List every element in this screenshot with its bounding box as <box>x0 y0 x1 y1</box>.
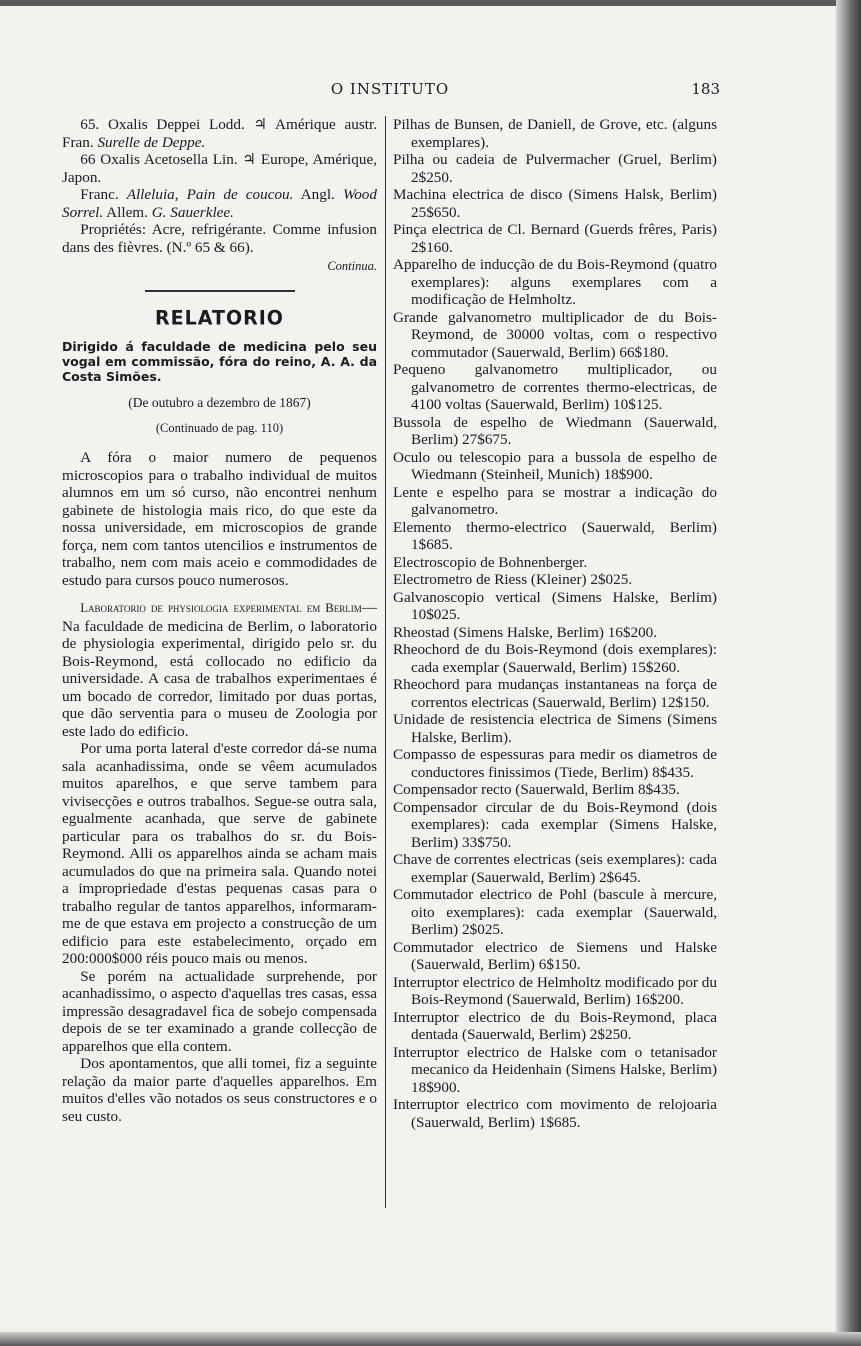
apparatus-item: Interruptor electrico com movimento de relojoaria (Sauerwald, Berlim) 1$685. <box>393 1096 717 1131</box>
entry-65-text: 65. Oxalis Deppei Lodd. ♃ Amérique austr. Fran. <box>62 116 377 151</box>
running-header <box>60 80 720 102</box>
apparatus-item: Pequeno galvanometro multiplicador, ou galvanometro de correntes thermo-electricas, de 4100 voltas (Sauerwald, Berlim) 10$125. <box>393 361 717 413</box>
entry-65 <box>62 116 377 151</box>
apparatus-item: Pinça electrica de Cl. Bernard (Guerds frêres, Paris) 2$160. <box>393 221 717 256</box>
apparatus-item: Chave de correntes electricas (seis exemplares): cada exemplar (Sauerwald, Berlim) 2$645. <box>393 851 717 886</box>
scan-edge-right <box>836 0 861 1346</box>
apparatus-item: Interruptor electrico de Halske com o tetanisador mecanico da Heidenhain (Simens Halske, Berlim) 18$900. <box>393 1043 717 1096</box>
paragraph-2-text: —Na faculdade de medicina de Berlim, o laboratorio de physiologia experimental, dirigido pelo sr. du Bois-Reymond, está collocado no edificio da universidade. A casa de trabalhos experimentaes é um bocado de corredor, limitado por duas portas, que dão serventia para o museu de Zoologia por este lado do edificio. <box>62 599 377 740</box>
apparatus-item: Bussola de espelho de Wiedmann (Sauerwald, Berlim) 27$675. <box>393 413 717 448</box>
paragraph-5: Dos apontamentos, que alli tomei, fiz a seguinte relação da maior parte d'aquelles apparelhos. Em muitos d'elles vão notados os seus constructores e o seu custo. <box>62 1055 377 1125</box>
properties: Propriétés: Acre, refrigérante. Comme infusion dans des fièvres. (N.º 65 & 66). <box>62 221 377 256</box>
entry-65-french-name: Surelle de Deppe. <box>97 133 206 151</box>
relatorio-subtitle: Dirigido á faculdade de medicina pelo seu vogal em commissão, fóra do reino, A. A. da Costa Simões. <box>62 339 377 384</box>
apparatus-item: Electroscopio de Bohnenberger. <box>393 553 588 571</box>
scan-edge-bottom <box>0 1332 861 1346</box>
paragraph-gap <box>62 589 377 599</box>
apparatus-item: Apparelho de inducção de du Bois-Reymond (quatro exemplares): alguns exemplares com a modificação de Helmholtz. <box>393 256 717 308</box>
apparatus-item: Compensador recto (Sauerwald, Berlim 8$435. <box>393 781 680 798</box>
apparatus-item: Grande galvanometro multiplicador de du Bois-Reymond, de 30000 voltas, com o respectivo commutador (Sauerwald, Berlim) 66$180. <box>393 308 717 361</box>
apparatus-item: Rheochord de du Bois-Reymond (dois exemplares): cada exemplar (Sauerwald, Berlim) 15$260. <box>393 641 717 676</box>
lab-heading: Laboratorio de physiologia experimental em Berlim <box>80 601 362 615</box>
continua-note: Continua. <box>327 259 377 273</box>
common-names-de-label: Allem. <box>103 203 152 221</box>
apparatus-item: Electrometro de Riess (Kleiner) 2$025. <box>393 571 633 588</box>
common-names-en: Wood Sorrel. <box>62 186 377 221</box>
apparatus-item: Compasso de espessuras para medir os diametros de conductores finissimos (Tiede, Berlim) 8$435. <box>393 746 717 781</box>
entry-66: 66 Oxalis Acetosella Lin. ♃ Europe, Amérique, Japon. <box>62 151 377 186</box>
apparatus-item: Rheostad (Simens Halske, Berlim) 16$200. <box>393 623 658 641</box>
apparatus-item: Rheochord para mudanças instantaneas na força de correntos electricas (Sauerwald, Berlim) 12$150. <box>393 676 717 711</box>
section-rule <box>145 290 295 292</box>
apparatus-item: Commutador electrico de Siemens und Halske (Sauerwald, Berlim) 6$150. <box>393 938 717 973</box>
continued-from: (Continuado de pag. 110) <box>155 420 284 435</box>
paragraph-1: A fóra o maior numero de pequenos microscopios para o trabalho individual de muitos alumnos em um só curso, não encontrei nenhum gabinete de histologia mais rico, do que este da nossa universidade, em microscopios de grande força, nem com tantos utencilios e instrumentos de trabalho, nem com mais aceio e commodidades de estudo para cursos pouco numerosos. <box>62 449 377 589</box>
paragraph-3: Por uma porta lateral d'este corredor dá-se numa sala acanhadissima, onde se vêem acumulados muitos aparelhos, e que serve tambem para vivisecções e outros trabalhos. Segue-se outra sala, egualmente acanhada, que serve de gabinete particular para os trabalhos do sr. du Bois-Reymond. Alli os apparelhos ainda se acham mais acumulados do que na primeira sala. Quando notei a impropriedade d'estas pequenas casas para o trabalho regular de tantos apparelhos, informaram-me de que estava em projecto a construcção de um edificio para este estabelecimento, orçado em 200:000$000 réis pouco mais ou menos. <box>62 740 377 967</box>
relatorio-dateline: (De outubro a dezembro de 1867) <box>128 395 311 410</box>
apparatus-item: Pilhas de Bunsen, de Daniell, de Grove, etc. (alguns exemplares). <box>393 116 717 151</box>
journal-title: O INSTITUTO <box>330 80 450 98</box>
apparatus-item: Interruptor electrico de Helmholtz modificado por du Bois-Reymond (Sauerwald, Berlim) 16$200. <box>393 973 717 1008</box>
common-names-fr-label: Franc. <box>80 186 127 203</box>
common-names <box>62 186 377 221</box>
apparatus-item: Interruptor electrico de du Bois-Reymond, placa dentada (Sauerwald, Berlim) 2$250. <box>393 1008 717 1043</box>
apparatus-item: Elemento thermo-electrico (Sauerwald, Berlim) 1$685. <box>393 518 717 553</box>
apparatus-item: Pilha ou cadeia de Pulvermacher (Gruel, Berlim) 2$250. <box>393 151 717 186</box>
scan-edge-top <box>0 0 861 6</box>
apparatus-item: Oculo ou telescopio para a bussola de espelho de Wiedmann (Steinheil, Munich) 18$900. <box>393 448 717 483</box>
apparatus-item: Commutador electrico de Pohl (bascule à mercure, oito exemplares): cada exemplar (Sauerwald, Berlim) 2$025. <box>393 886 717 938</box>
common-names-fr: Alleluia, Pain de coucou. <box>126 186 294 203</box>
left-column <box>62 116 377 1125</box>
common-names-de: G. Sauerklee. <box>151 203 234 221</box>
common-names-en-label: Angl. <box>293 186 343 203</box>
apparatus-item: Lente e espelho para se mostrar a indicação do galvanometro. <box>393 483 717 518</box>
apparatus-item: Compensador circular de du Bois-Reymond (dois exemplares): cada exemplar (Simens Halske, Berlim) 33$750. <box>393 798 717 851</box>
column-divider <box>385 116 386 1208</box>
paragraph-2 <box>62 599 377 740</box>
apparatus-item: Unidade de resistencia electrica de Simens (Simens Halske, Berlim). <box>393 711 717 746</box>
relatorio-title: RELATORIO <box>155 305 284 330</box>
page-number: 183 <box>691 80 720 98</box>
apparatus-item: Galvanoscopio vertical (Simens Halske, Berlim) 10$025. <box>393 588 717 623</box>
right-column <box>393 116 717 1131</box>
apparatus-item: Machina electrica de disco (Simens Halsk, Berlim) 25$650. <box>393 186 717 221</box>
paragraph-4: Se porém na actualidade surprehende, por acanhadissimo, o aspecto d'aquellas tres casas, essa impressão desagradavel fica de sobejo compensada depois de se ter examinado a grande collecção de apparelhos que ella contem. <box>62 967 377 1055</box>
